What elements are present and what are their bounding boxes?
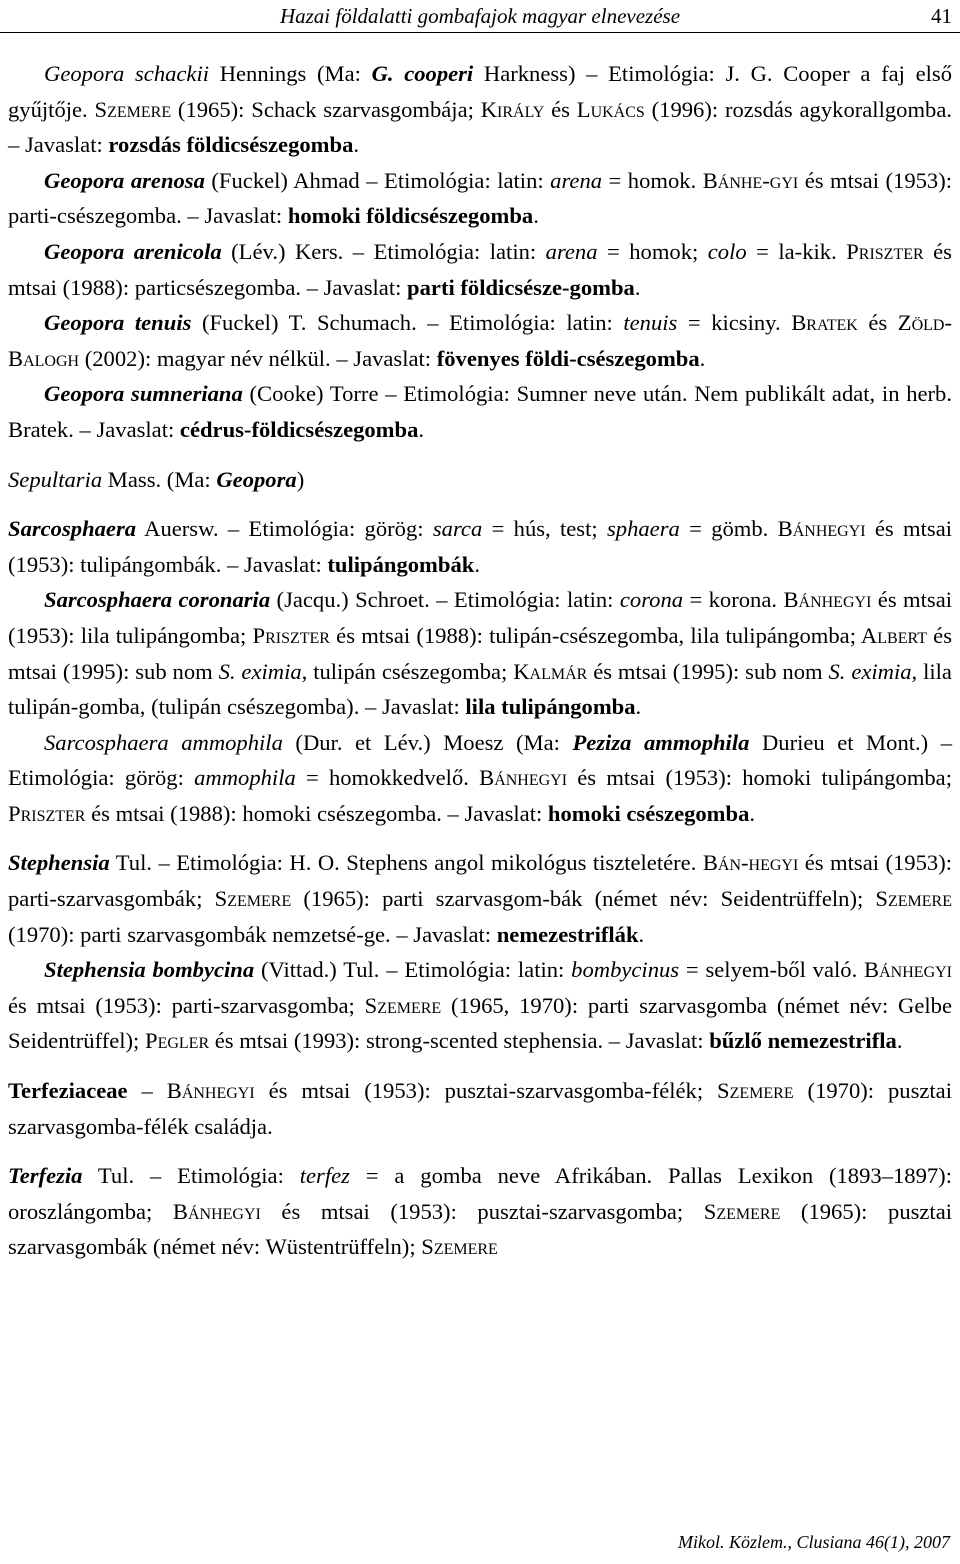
entry-stephensia-bombycina: Stephensia bombycina (Vittad.) Tul. – Etimológia: latin: bombycinus = selyem-ből való. Bánhegyi és mtsai (1953): parti-szarvasgomba; Szemere (1965, 1970): parti szarvasgomba (német név: Gelbe Seidentrüffel); Pegler és mtsai (1993): strong-scented stephensia. – Javaslat: bűzlő nemezestrifla. bbox=[8, 957, 952, 1054]
entry-geopora-arenicola: Geopora arenicola (Lév.) Kers. – Etimológia: latin: arena = homok; colo = la-kik. Priszter és mtsai (1988): particsészegomba. – Javaslat: parti földicsésze-gomba. bbox=[8, 238, 952, 300]
entry-stephensia: Stephensia Tul. – Etimológia: H. O. Stephens angol mikológus tiszteletére. Bán-hegyi és mtsai (1953): parti-szarvasgombák; Szemere (1965): parti szarvasgom-bák (német név: Seidentrüffeln); Szemere (1970): parti szarvasgombák nemzetsé-ge. – Javaslat: nemezestriflák. bbox=[8, 850, 952, 947]
page-body bbox=[8, 56, 952, 1265]
entry-sarcosphaera: Sarcosphaera Auersw. – Etimológia: görög: sarca = hús, test; sphaera = gömb. Bánhegyi és mtsai (1953): tulipángombák. – Javaslat: tulipángombák. bbox=[8, 516, 952, 577]
running-header bbox=[0, 4, 960, 33]
journal-citation: Mikol. Közlem., Clusiana 46(1), 2007 bbox=[678, 1532, 950, 1552]
entry-sarcosphaera-ammophila: Sarcosphaera ammophila (Dur. et Lév.) Moesz (Ma: Peziza ammophila Durieu et Mont.) – Etimológia: görög: ammophila = homokkedvelő. Bánhegyi és mtsai (1953): homoki tulipángomba; Priszter és mtsai (1988): homoki csészegomba. – Javaslat: homoki csészegomba. bbox=[8, 729, 953, 826]
entry-sarcosphaera-coronaria: Sarcosphaera coronaria (Jacqu.) Schroet. – Etimológia: latin: corona = korona. Bánhegyi és mtsai (1953): lila tulipángomba; Priszter és mtsai (1988): tulipán-csészegomba, lila tulipángomba; Albert és mtsai (1995): sub nom S. eximia, tulipán csészegomba; Kalmár és mtsai (1995): sub nom S. eximia, lila tulipán-gomba, (tulipán csészegomba). – Javaslat: lila tulipángomba. bbox=[8, 587, 953, 720]
entry-geopora-sumneriana: Geopora sumneriana (Cooke) Torre – Etimológia: Sumner neve után. Nem publikált adat, in herb. Bratek. – Javaslat: cédrus-földicsészegomba. bbox=[8, 381, 953, 442]
page-number: 41 bbox=[931, 4, 952, 28]
entry-terfezia: Terfezia Tul. – Etimológia: terfez = a gomba neve Afrikában. Pallas Lexikon (1893–1897): oroszlángomba; Bánhegyi és mtsai (1953): pusztai-szarvasgomba; Szemere (1965): pusztai szarvasgombák (német név: Wüstentrüffeln); Szemere bbox=[8, 1163, 953, 1260]
entry-geopora-schackii: Geopora schackii Hennings (Ma: G. cooperi Harkness) – Etimológia: J. G. Cooper a faj első gyűjtője. Szemere (1965): Schack szarvasgombája; Király és Lukács (1996): rozsdás agykorallgomba. – Javaslat: rozsdás földicsészegomba. bbox=[8, 61, 952, 158]
entry-sepultaria: Sepultaria Mass. (Ma: Geopora) bbox=[8, 466, 305, 492]
entry-terfeziaceae: Terfeziaceae – Bánhegyi és mtsai (1953): pusztai-szarvasgomba-félék; Szemere (1970): pusztai szarvasgomba-félék családja. bbox=[8, 1078, 952, 1139]
running-title: Hazai földalatti gombafajok magyar elnevezése bbox=[279, 4, 681, 28]
entry-geopora-tenuis: Geopora tenuis (Fuckel) T. Schumach. – Etimológia: latin: tenuis = kicsiny. Bratek és Zöld-Balogh (2002): magyar név nélkül. – Javaslat: fövenyes földi-csészegomba. bbox=[8, 310, 952, 371]
entry-geopora-arenosa: Geopora arenosa (Fuckel) Ahmad – Etimológia: latin: arena = homok. Bánhe-gyi és mtsai (1953): parti-csészegomba. – Javaslat: homoki földicsészegomba. bbox=[8, 167, 953, 229]
